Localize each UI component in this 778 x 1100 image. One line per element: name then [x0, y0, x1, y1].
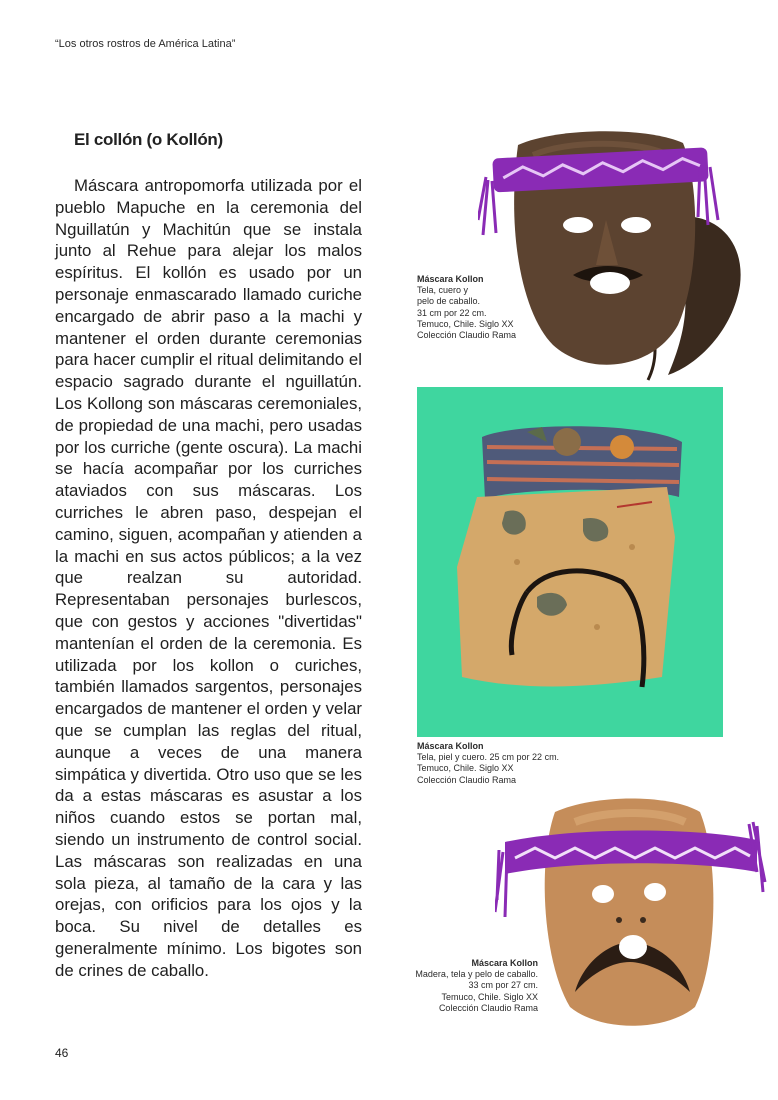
figure-1-caption-line: 31 cm por 22 cm. — [417, 307, 487, 318]
figure-3-caption-title: Máscara Kollon — [471, 958, 538, 968]
figure-2-caption-line: Colección Claudio Rama — [417, 774, 517, 785]
figure-3-caption-line: Colección Claudio Rama — [438, 1002, 538, 1013]
figure-1-caption-title: Máscara Kollon — [417, 274, 484, 284]
figure-3-caption-line: Temuco, Chile. Siglo XX — [441, 991, 538, 1002]
figure-2-caption-line: Temuco, Chile. Siglo XX — [417, 763, 514, 774]
figure-1-caption-line: Tela, cuero y — [417, 285, 469, 296]
figure-1-caption — [417, 274, 516, 341]
figure-3-caption-line: 33 cm por 27 cm. — [468, 980, 538, 991]
figure-mask-hide — [417, 387, 723, 737]
figure-1-caption-line: pelo de caballo. — [417, 296, 481, 307]
running-header: “Los otros rostros de América Latina” — [55, 38, 236, 50]
mask-hide-illustration — [417, 387, 723, 737]
figure-2-caption-line: Tela, piel y cuero. 25 cm por 22 cm. — [417, 752, 560, 763]
figure-3-caption-line: Madera, tela y pelo de caballo. — [415, 969, 538, 980]
figure-2-caption-title: Máscara Kollon — [417, 741, 484, 751]
body-paragraph: Máscara antropomorfa utilizada por el pueblo Mapuche en la ceremonia del Nguillatún y Machitún que se instala junto al Rehue para alejar los malos espíritus. El kollón es usado por un personaje enmascarado llamado curiche encargado de abrir paso a la machi y mantener el orden durante ceremonias para hacer cumplir el ritual delimitando el espacio sagrado durante el nguillatún. Los Kollong son máscaras ceremoniales, de propiedad de una machi, pero usadas por los curriche (gente oscura). La machi se hacía acompañar por los curriches ataviados con sus máscaras. Los curriches le abren paso, despejan el camino, siguen, acompañan y atienden a la machi en sus actos públicos; a la vez que realzan su autoridad. Representaban personajes burlescos, que con gestos y acciones "divertidas" mantenían el orden de la ceremonia. Es utilizada por los kollon o curiches, también llamados sargentos, personajes encargados de mantener el orden y velar que se cumplan las reglas del ritual, aunque a veces de una manera simpática y divertida. Otro uso que se les da a estas máscaras es asustar a los niños cuando estos se portan mal, siendo un instrumento de control social. Las máscaras son realizadas en una sola pieza, al tamaño de la cara y las orejas, con orificios para los ojos y la boca. Su nivel de detalles es generalmente mínimo. Los bigotes son de crines de caballo. — [55, 176, 362, 980]
figure-mask-leather — [478, 125, 750, 387]
figure-3-caption — [392, 958, 538, 1014]
page-number: 46 — [55, 1046, 69, 1060]
figure-1-caption-line: Colección Claudio Rama — [417, 330, 517, 341]
figure-2-caption — [417, 741, 559, 786]
section-title: El collón (o Kollón) — [74, 130, 223, 149]
mask-leather-illustration — [478, 125, 750, 387]
figure-1-caption-line: Temuco, Chile. Siglo XX — [417, 318, 514, 329]
